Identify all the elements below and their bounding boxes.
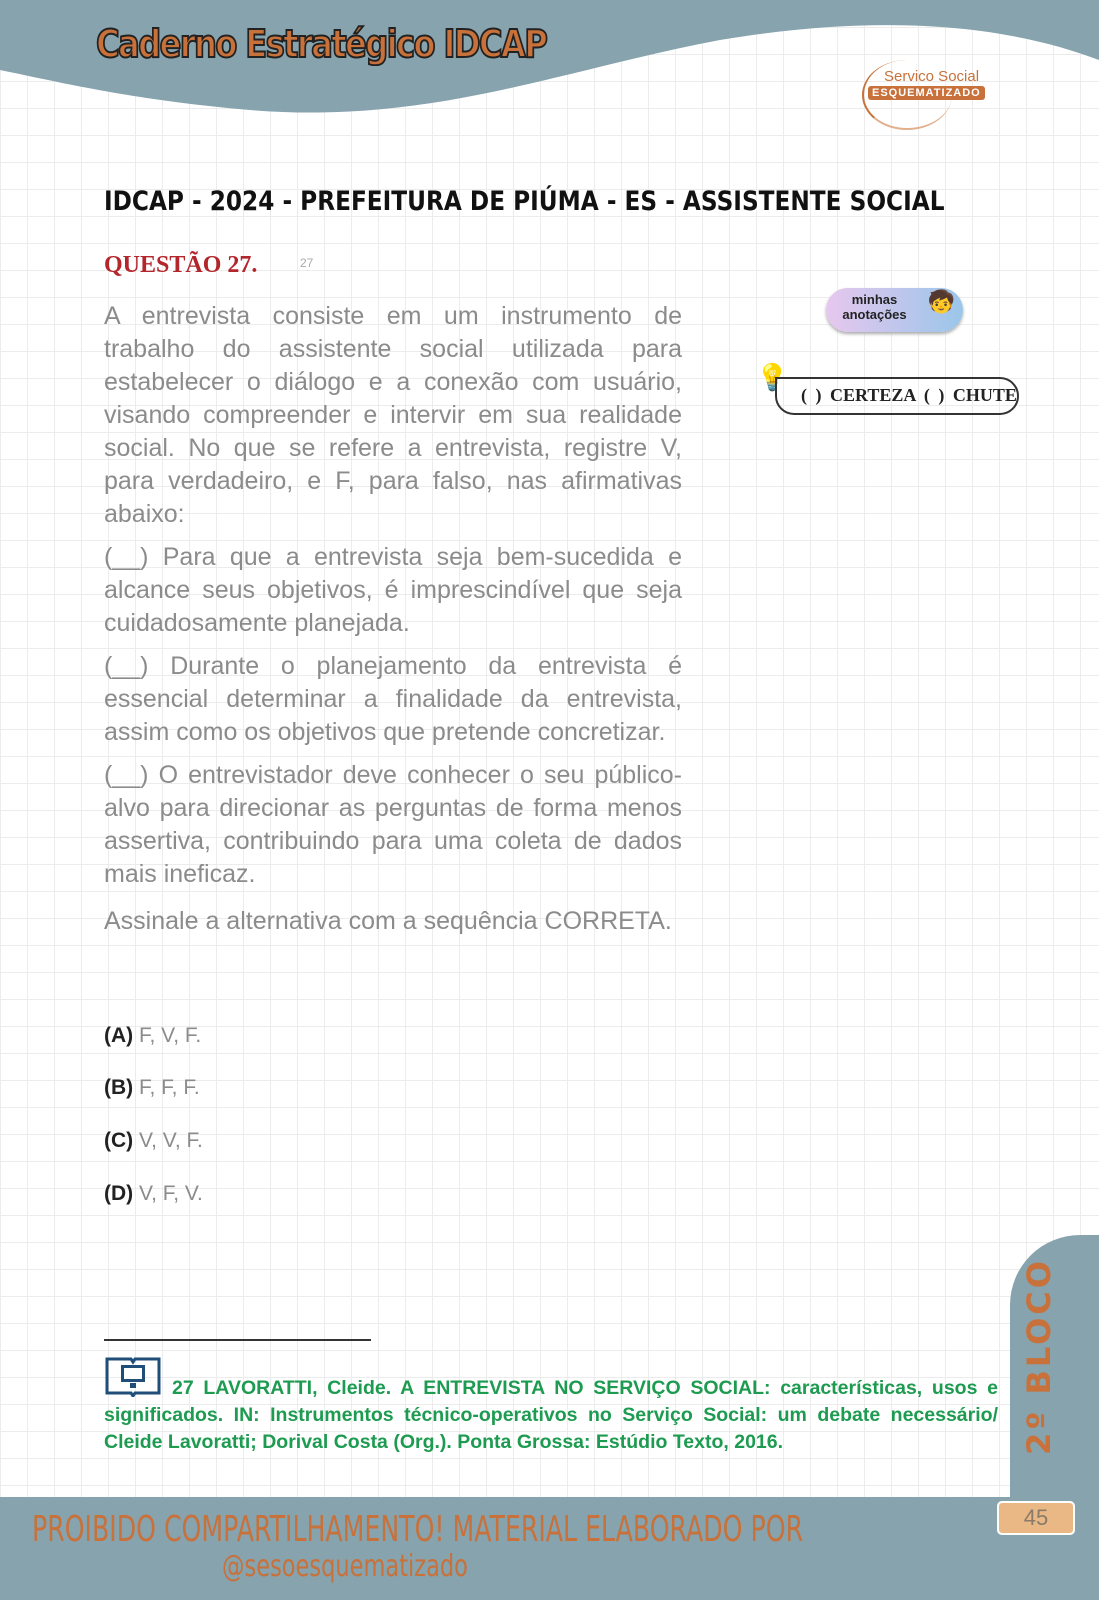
notes-badge: minhas anotações 🧒 xyxy=(826,288,963,332)
instruction: Assinale a alternativa com a sequência CORRETA. xyxy=(104,907,672,935)
question-body xyxy=(104,300,682,948)
logo: Servico Social ESQUEMATIZADO xyxy=(858,60,998,140)
footer xyxy=(0,1497,1099,1600)
statement: (__) O entrevistador deve conhecer o seu público-alvo para direcionar as perguntas de forma menos assertiva, contribuindo para uma coleta de dados mais ineficaz. xyxy=(104,761,682,888)
footer-handle: @sesoesquematizado xyxy=(222,1549,468,1584)
lightbulb-icon: 💡 xyxy=(756,362,789,392)
option-a[interactable]: (A) F, V, F. xyxy=(104,1024,202,1047)
statement: (__) Durante o planejamento da entrevista é essencial determinar a finalidade da entrevista, assim como os objetivos que pretende concretizar. xyxy=(104,652,682,746)
confidence-box: ( ) CERTEZA ( ) CHUTE xyxy=(775,377,1019,415)
footnote-ref: 27 xyxy=(300,256,314,270)
option-b[interactable]: (B) F, F, F. xyxy=(104,1076,200,1099)
footer-warning: PROIBIDO COMPARTILHAMENTO! MATERIAL ELABORADO POR xyxy=(32,1509,804,1550)
question-number: QUESTÃO 27. xyxy=(104,252,258,278)
option-c[interactable]: (C) V, V, F. xyxy=(104,1129,203,1152)
option-d[interactable]: (D) V, F, V. xyxy=(104,1182,203,1205)
page-number: 45 xyxy=(997,1501,1075,1535)
footnote-divider xyxy=(104,1339,371,1341)
block-label: 2º BLOCO xyxy=(1020,1258,1058,1455)
page-title: IDCAP - 2024 - PREFEITURA DE PIÚMA - ES - ASSISTENTE SOCIAL xyxy=(104,186,945,217)
student-icon: 🧒 xyxy=(927,289,955,314)
footnote-reference: 27 LAVORATTI, Cleide. A ENTREVISTA NO SERVIÇO SOCIAL: características, usos e significados. IN: Instrumentos técnico-operativos no Serviço Social: um debate necessário/ Cleide Lavoratti; Dorival Costa (Org.). Ponta Grossa: Estúdio Texto, 2016. xyxy=(104,1377,998,1453)
statement: (__) Para que a entrevista seja bem-sucedida e alcance seus objetivos, é imprescindível que seja cuidadosamente planejada. xyxy=(104,543,682,637)
brand-title: Caderno Estratégico IDCAP xyxy=(96,22,547,66)
question-stem: A entrevista consiste em um instrumento de trabalho do assistente social utilizada para estabelecer o diálogo e a conexão com usuário, visando compreender e intervir em sua realidade social. No que se refere a entrevista, registre V, para verdadeiro, e F, para falso, nas afirmativas abaixo: xyxy=(104,302,682,528)
